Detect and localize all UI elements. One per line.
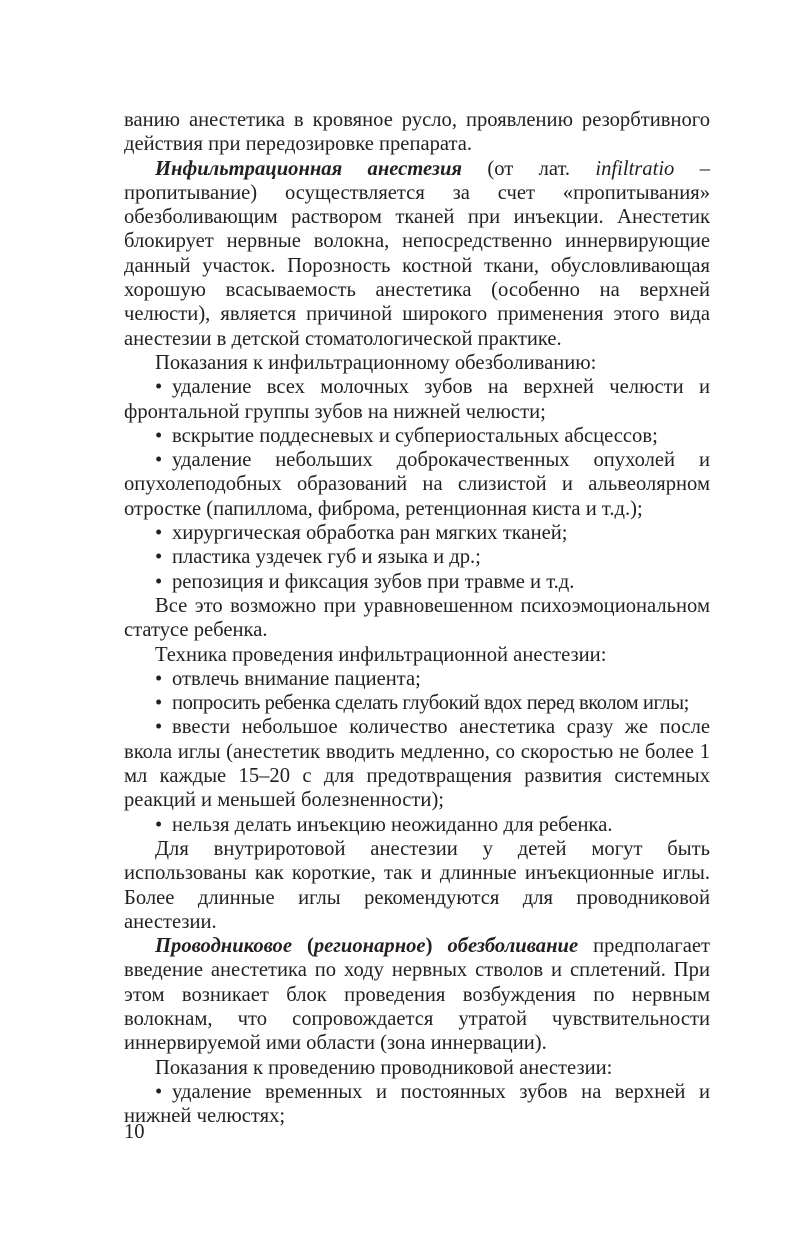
paragraph-needles: Для внутриротовой анестезии у детей могут быть использованы как короткие, так и длинные инъекционные иглы. Более длинные иглы рекомендуются для проводниковой анестезии. [124,837,710,933]
latin-term: infiltratio [595,157,675,180]
paragraph-conduction-indications: Показания к проведению проводниковой анестезии: [155,1056,613,1079]
list-item-text: вскрытие поддесневых и субпериостальных абсцессов; [172,424,658,447]
list-item [124,545,710,569]
list-item-text: хирургическая обработка ран мягких тканей; [172,522,568,545]
document-body [124,108,710,1128]
paragraph-technique-heading: Техника проведения инфильтрационной анестезии: [155,643,607,666]
list-item-text: нельзя делать инъекцию неожиданно для ребенка. [172,813,613,836]
bullet-icon: • [155,667,163,690]
list-item-text: удаление временных и постоянных зубов на верхней и нижней челюстях; [124,1080,710,1128]
bullet-icon: • [155,449,163,472]
list-item [124,691,710,715]
list-item-text: отвлечь внимание пациента; [172,667,421,690]
list-item [124,375,710,424]
list-item [124,715,710,812]
bullet-icon: • [155,1080,163,1103]
list-item [124,667,710,691]
paragraph-psychoemotional: Все это возможно при уравновешенном психоэмоциональном статусе ребенка. [124,594,710,642]
text-after-latin: – пропитывание) осуществляется за счет «пропитывания» обезболивающим раствором тканей при инъекции. Анестетик блокирует нервные волокна, непосредственно иннервирующие данный участок. Порозность костной ткани, обусловливающая хорошую всасываемость анестетика (особенно на верхней челюсти), является причиной широкого применения этого вида анестезии в детской стоматологической практике. [124,157,710,350]
term-infiltration-anesthesia: Инфильтрационная анестезия [155,157,463,180]
list-item-text: удаление небольших доброкачественных опухолей и опухолеподобных образований на слизистой и альвеолярном отростке (папиллома, фиброма, ретенционная киста и т.д.); [124,449,710,520]
bullet-icon: • [155,692,162,715]
list-item-text: репозиция и фиксация зубов при травме и т.д. [172,570,575,593]
bullet-icon: • [155,376,163,399]
list-item [124,521,710,545]
list-item [124,424,710,448]
paren-close: ) [425,935,448,958]
list-item [124,448,710,521]
term-conduction-part1: Проводниковое [155,935,292,958]
bullet-icon: • [155,522,163,545]
paragraph-conduction-definition [124,934,710,1055]
bullet-icon: • [155,424,163,447]
list-item [124,570,710,594]
bullet-icon: • [155,570,163,593]
bullet-icon: • [155,813,163,836]
list-item-text: ввести небольшое количество анестетика сразу же после вкола иглы (анестетик вводить медленно, со скоростью не более 1 мл каждые 15–20 с для предотвращения развития системных реакций и меньшей болезненности); [124,716,710,812]
page-number: 10 [124,1121,145,1143]
term-conduction-part2: регионарное [313,935,426,958]
paragraph-indications-heading: Показания к инфильтрационному обезболиванию: [155,351,597,374]
paragraph-continuation: ванию анестетика в кровяное русло, проявлению резорбтивного действия при передозировке препарата. [124,109,710,156]
text-before-latin: (от лат. [462,157,596,180]
bullet-icon: • [155,546,163,569]
list-item [124,813,710,837]
list-item [124,1080,710,1129]
list-item-text: удаление всех молочных зубов на верхней челюсти и фронтальной группы зубов на нижней челюсти; [124,376,710,423]
list-item-text: пластика уздечек губ и языка и др.; [172,546,481,569]
conduction-description: предполагает введение анестетика по ходу нервных стволов и сплетений. При этом возникает блок проведения возбуждения по нервным волокнам, что сопровождается утратой чувствительности иннервируемой ими области (зона иннервации). [124,935,710,1055]
paren-open: ( [292,935,314,958]
paragraph-infiltration-definition [124,157,710,351]
bullet-icon: • [155,716,163,739]
list-item-text: попросить ребенка сделать глубокий вдох перед вколом иглы; [172,692,689,715]
term-conduction-part3: обезболивание [447,935,579,958]
